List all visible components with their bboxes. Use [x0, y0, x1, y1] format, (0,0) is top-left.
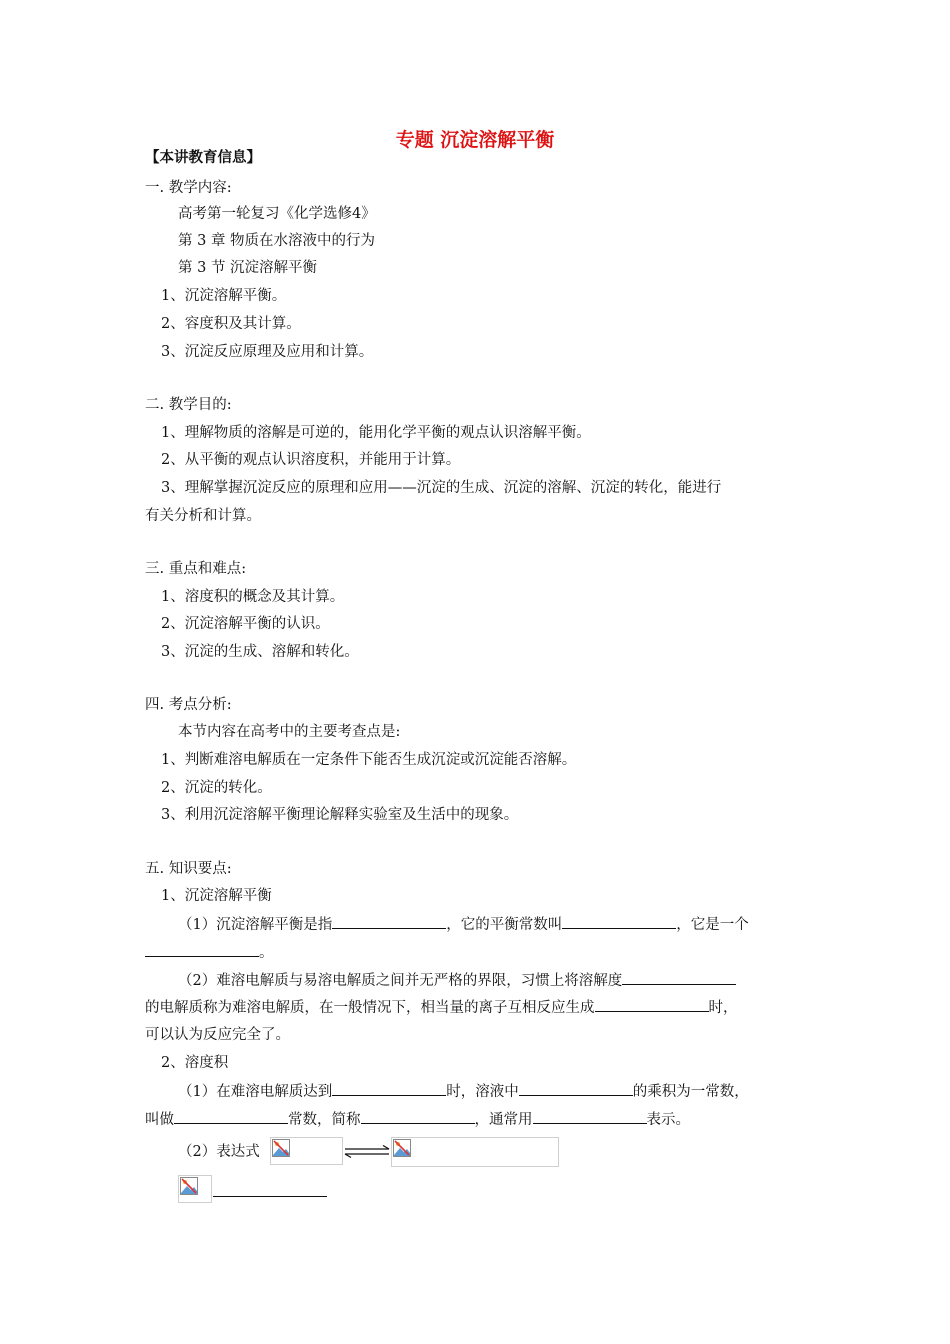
equilibrium-arrow-icon — [343, 1145, 391, 1159]
sec4-item: 2、沉淀的转化。 — [161, 780, 272, 796]
sec1-item: 2、容度积及其计算。 — [161, 316, 301, 332]
sec5-fill-line: 叫做 常数，简称 ，通常用 表示。 — [145, 1109, 690, 1130]
sec5-point: 2、溶度积 — [161, 1055, 229, 1071]
sec1-item: 3、沉淀反应原理及应用和计算。 — [161, 344, 374, 360]
formula-image-ksp — [178, 1175, 212, 1203]
sec5-fill-line: 的电解质称为难溶电解质，在一般情况下，相当量的离子互相反应生成 时， — [145, 997, 738, 1018]
sec5-heading: 五. 知识要点: — [145, 861, 232, 877]
broken-image-icon — [393, 1139, 411, 1157]
info-header: 【本讲教育信息】 — [145, 150, 261, 166]
sec4-heading: 四. 考点分析: — [145, 697, 232, 713]
sec5-fill-line: （2）难溶电解质与易溶电解质之间并无严格的界限，习惯上将溶解度 — [178, 970, 736, 991]
sec2-item: 1、理解物质的溶解是可逆的，能用化学平衡的观点认识溶解平衡。 — [161, 425, 591, 441]
broken-image-icon — [180, 1177, 198, 1195]
fill-blank[interactable] — [533, 1109, 647, 1124]
page-title: 专题 沉淀溶解平衡 — [395, 129, 555, 151]
broken-image-icon — [272, 1139, 290, 1157]
formula-image-left — [270, 1137, 343, 1165]
fill-blank[interactable] — [213, 1196, 327, 1197]
sec3-item: 2、沉淀溶解平衡的认识。 — [161, 616, 330, 632]
sec5-line: 可以认为反应完全了。 — [145, 1027, 290, 1043]
sec5-fill-line: （1）在难溶电解质达到 时，溶液中 的乘积为一常数， — [178, 1081, 749, 1102]
sec1-item: 1、沉淀溶解平衡。 — [161, 288, 287, 304]
formula-image-right — [391, 1137, 559, 1167]
fill-blank[interactable] — [562, 914, 676, 929]
sec2-item-cont: 有关分析和计算。 — [145, 508, 261, 524]
sec1-heading: 一. 教学内容: — [145, 180, 232, 196]
sec2-item: 2、从平衡的观点认识溶度积，并能用于计算。 — [161, 452, 461, 468]
sec1-line: 高考第一轮复习《化学选修4》 — [178, 206, 376, 222]
sec3-item: 3、沉淀的生成、溶解和转化。 — [161, 644, 359, 660]
sec2-item: 3、理解掌握沉淀反应的原理和应用——沉淀的生成、沉淀的溶解、沉淀的转化，能进行 — [161, 480, 722, 496]
sec5-fill-line: （1）沉淀溶解平衡是指 ，它的平衡常数叫 ，它是一个 — [178, 914, 749, 935]
sec5-fill-line: 。 — [145, 942, 274, 963]
fill-blank[interactable] — [174, 1109, 288, 1124]
sec2-heading: 二. 教学目的: — [145, 397, 232, 413]
sec4-item: 1、判断难溶电解质在一定条件下能否生成沉淀或沉淀能否溶解。 — [161, 752, 577, 768]
expression-label: （2）表达式 — [178, 1144, 260, 1160]
fill-blank[interactable] — [622, 970, 736, 985]
sec1-line: 第 3 节 沉淀溶解平衡 — [178, 260, 318, 276]
fill-blank[interactable] — [145, 942, 259, 957]
sec3-heading: 三. 重点和难点: — [145, 561, 247, 577]
fill-blank[interactable] — [595, 997, 709, 1012]
sec3-item: 1、溶度积的概念及其计算。 — [161, 589, 345, 605]
sec4-item: 3、利用沉淀溶解平衡理论解释实验室及生活中的现象。 — [161, 807, 519, 823]
fill-blank[interactable] — [361, 1109, 475, 1124]
sec1-line: 第 3 章 物质在水溶液中的行为 — [178, 233, 376, 249]
sec4-intro: 本节内容在高考中的主要考查点是: — [178, 724, 401, 740]
fill-blank[interactable] — [519, 1081, 633, 1096]
sec5-point: 1、沉淀溶解平衡 — [161, 888, 272, 904]
fill-blank[interactable] — [332, 914, 446, 929]
fill-blank[interactable] — [332, 1081, 446, 1096]
